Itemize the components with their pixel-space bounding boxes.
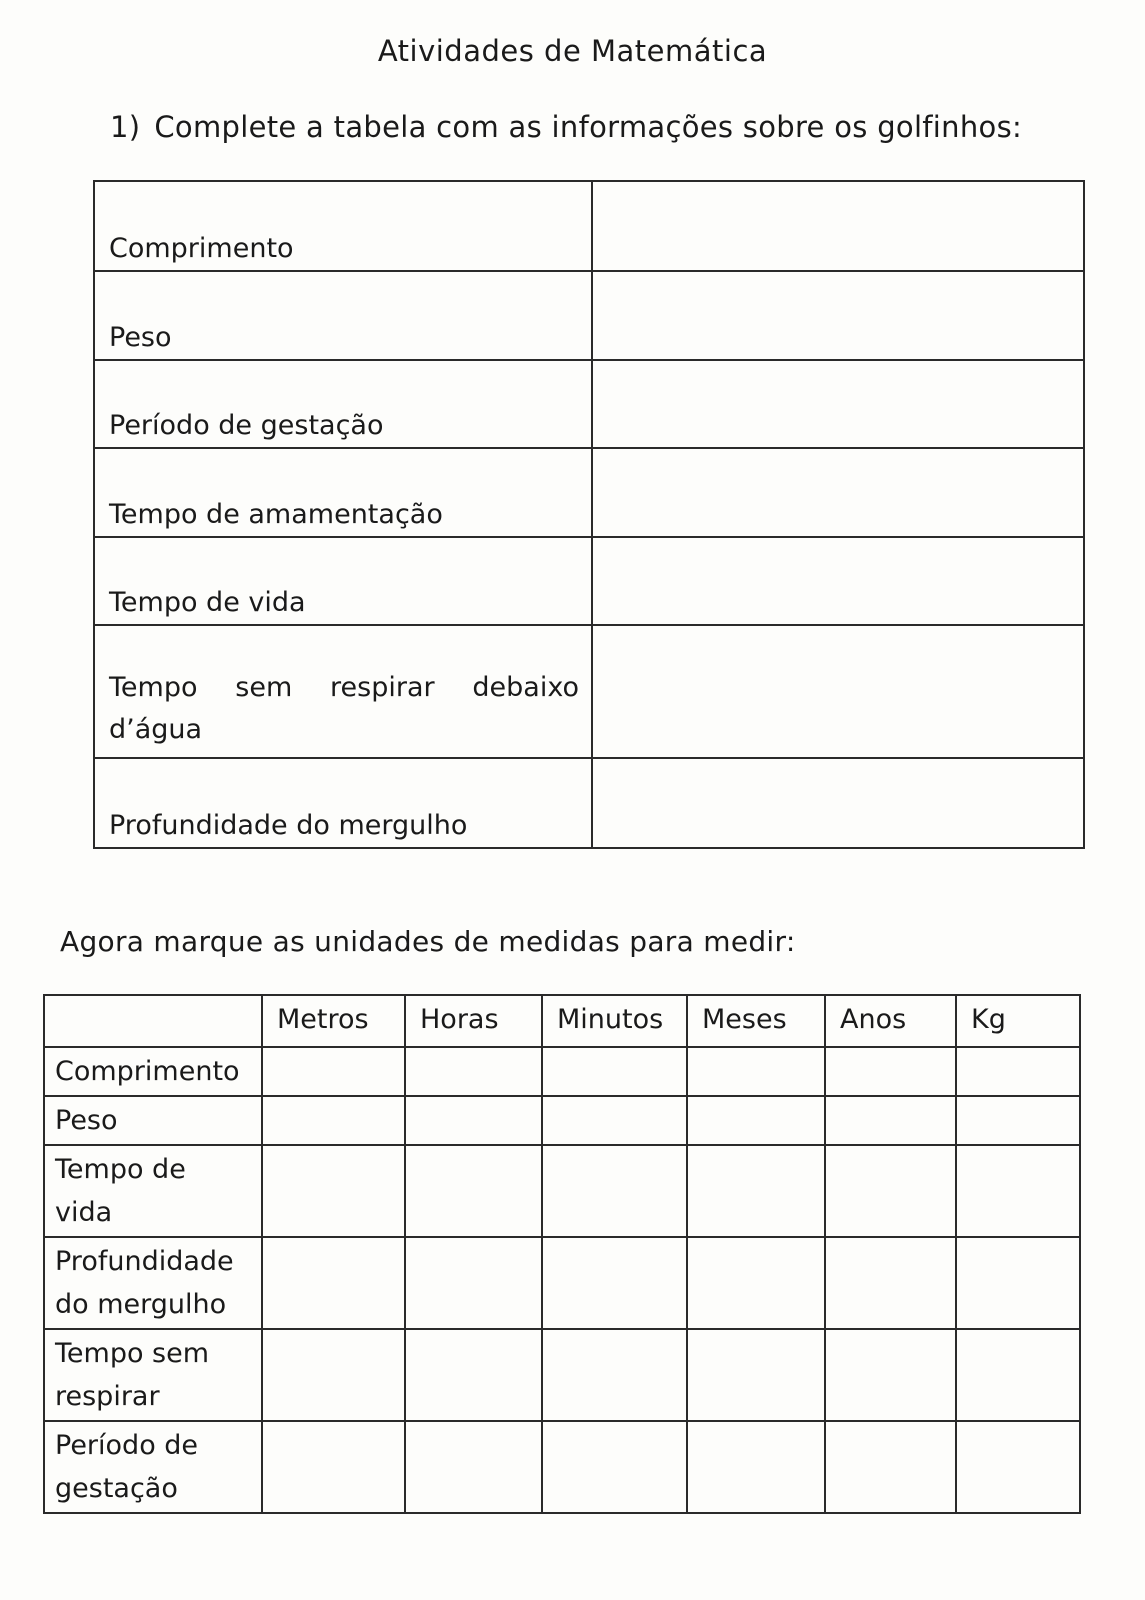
row-label-line2: respirar: [55, 1381, 160, 1412]
row-label-peso: Peso: [94, 271, 592, 360]
answer-cell-periodo-gestacao[interactable]: [592, 360, 1084, 448]
row-label-line2: vida: [55, 1197, 113, 1228]
row-label-tempo-vida: [44, 1145, 262, 1237]
answer-cell-comprimento[interactable]: [592, 181, 1084, 271]
column-header-metros: Metros: [262, 995, 405, 1047]
page-title: Atividades de Matemática: [377, 34, 768, 68]
table-row: [94, 271, 1084, 360]
row-label-line1: Tempo de: [55, 1154, 186, 1185]
row-label-line1: Tempo sem respirar debaixo: [109, 672, 579, 703]
table-row: [94, 448, 1084, 537]
check-cell[interactable]: [687, 1237, 825, 1329]
row-label-line1: Período de: [55, 1430, 199, 1461]
row-label-tempo-sem-respirar: [44, 1329, 262, 1421]
table-row: [44, 1145, 1080, 1237]
row-label-line1: Tempo sem: [55, 1338, 210, 1369]
check-cell[interactable]: [825, 1421, 956, 1513]
check-cell[interactable]: [405, 1096, 542, 1145]
check-cell[interactable]: [542, 1145, 687, 1237]
check-cell[interactable]: [262, 1096, 405, 1145]
check-cell[interactable]: [825, 1329, 956, 1421]
check-cell[interactable]: [262, 1047, 405, 1096]
check-cell[interactable]: [542, 1096, 687, 1145]
section-subtitle: Agora marque as unidades de medidas para medir:: [60, 925, 796, 958]
column-header-minutos: Minutos: [542, 995, 687, 1047]
check-cell[interactable]: [687, 1096, 825, 1145]
row-label-line2: d’água: [109, 714, 203, 745]
row-label-comprimento: Comprimento: [44, 1047, 262, 1096]
table-row: [44, 1047, 1080, 1096]
table-row: [94, 181, 1084, 271]
check-cell[interactable]: [405, 1047, 542, 1096]
table-row: [44, 1096, 1080, 1145]
check-cell[interactable]: [405, 1421, 542, 1513]
check-cell[interactable]: [956, 1421, 1080, 1513]
check-cell[interactable]: [542, 1421, 687, 1513]
check-cell[interactable]: [405, 1237, 542, 1329]
answer-cell-tempo-vida[interactable]: [592, 537, 1084, 625]
row-label-periodo-gestacao: Período de gestação: [94, 360, 592, 448]
row-label-periodo-gestacao: [44, 1421, 262, 1513]
check-cell[interactable]: [687, 1047, 825, 1096]
check-cell[interactable]: [405, 1329, 542, 1421]
row-label-tempo-amamentacao: Tempo de amamentação: [94, 448, 592, 537]
check-cell[interactable]: [687, 1421, 825, 1513]
column-header-horas: Horas: [405, 995, 542, 1047]
answer-cell-tempo-sem-respirar[interactable]: [592, 625, 1084, 758]
row-label-tempo-vida: Tempo de vida: [94, 537, 592, 625]
column-header-meses: Meses: [687, 995, 825, 1047]
answer-cell-tempo-amamentacao[interactable]: [592, 448, 1084, 537]
check-cell[interactable]: [825, 1145, 956, 1237]
row-label-profundidade-mergulho: [44, 1237, 262, 1329]
answer-cell-profundidade-mergulho[interactable]: [592, 758, 1084, 848]
check-cell[interactable]: [405, 1145, 542, 1237]
check-cell[interactable]: [825, 1096, 956, 1145]
check-cell[interactable]: [825, 1237, 956, 1329]
question-text: Complete a tabela com as informações sobre os golfinhos:: [154, 110, 1023, 144]
row-label-profundidade-mergulho: Profundidade do mergulho: [94, 758, 592, 848]
column-header-anos: Anos: [825, 995, 956, 1047]
question-1: [110, 110, 1022, 144]
check-cell[interactable]: [542, 1047, 687, 1096]
table-row: [44, 1237, 1080, 1329]
check-cell[interactable]: [956, 1145, 1080, 1237]
check-cell[interactable]: [956, 1047, 1080, 1096]
table-row: [44, 1329, 1080, 1421]
check-cell[interactable]: [956, 1237, 1080, 1329]
corner-cell: [44, 995, 262, 1047]
row-label-comprimento: Comprimento: [94, 181, 592, 271]
check-cell[interactable]: [262, 1329, 405, 1421]
header-row: [44, 995, 1080, 1047]
row-label-line2: do mergulho: [55, 1289, 227, 1320]
row-label-tempo-sem-respirar: [94, 625, 592, 758]
answer-cell-peso[interactable]: [592, 271, 1084, 360]
column-header-kg: Kg: [956, 995, 1080, 1047]
dolphin-info-table: [93, 180, 1085, 849]
row-label-line1: Profundidade: [55, 1246, 234, 1277]
check-cell[interactable]: [687, 1145, 825, 1237]
check-cell[interactable]: [262, 1145, 405, 1237]
table-row: [94, 360, 1084, 448]
check-cell[interactable]: [956, 1096, 1080, 1145]
check-cell[interactable]: [956, 1329, 1080, 1421]
table-row: [94, 625, 1084, 758]
row-label-line2: gestação: [55, 1473, 178, 1504]
table-row: [94, 758, 1084, 848]
table-row: [44, 1421, 1080, 1513]
row-label-peso: Peso: [44, 1096, 262, 1145]
check-cell[interactable]: [542, 1329, 687, 1421]
table-row: [94, 537, 1084, 625]
check-cell[interactable]: [825, 1047, 956, 1096]
question-number: 1): [110, 110, 141, 144]
check-cell[interactable]: [687, 1329, 825, 1421]
check-cell[interactable]: [542, 1237, 687, 1329]
check-cell[interactable]: [262, 1237, 405, 1329]
check-cell[interactable]: [262, 1421, 405, 1513]
units-table: [43, 994, 1081, 1514]
